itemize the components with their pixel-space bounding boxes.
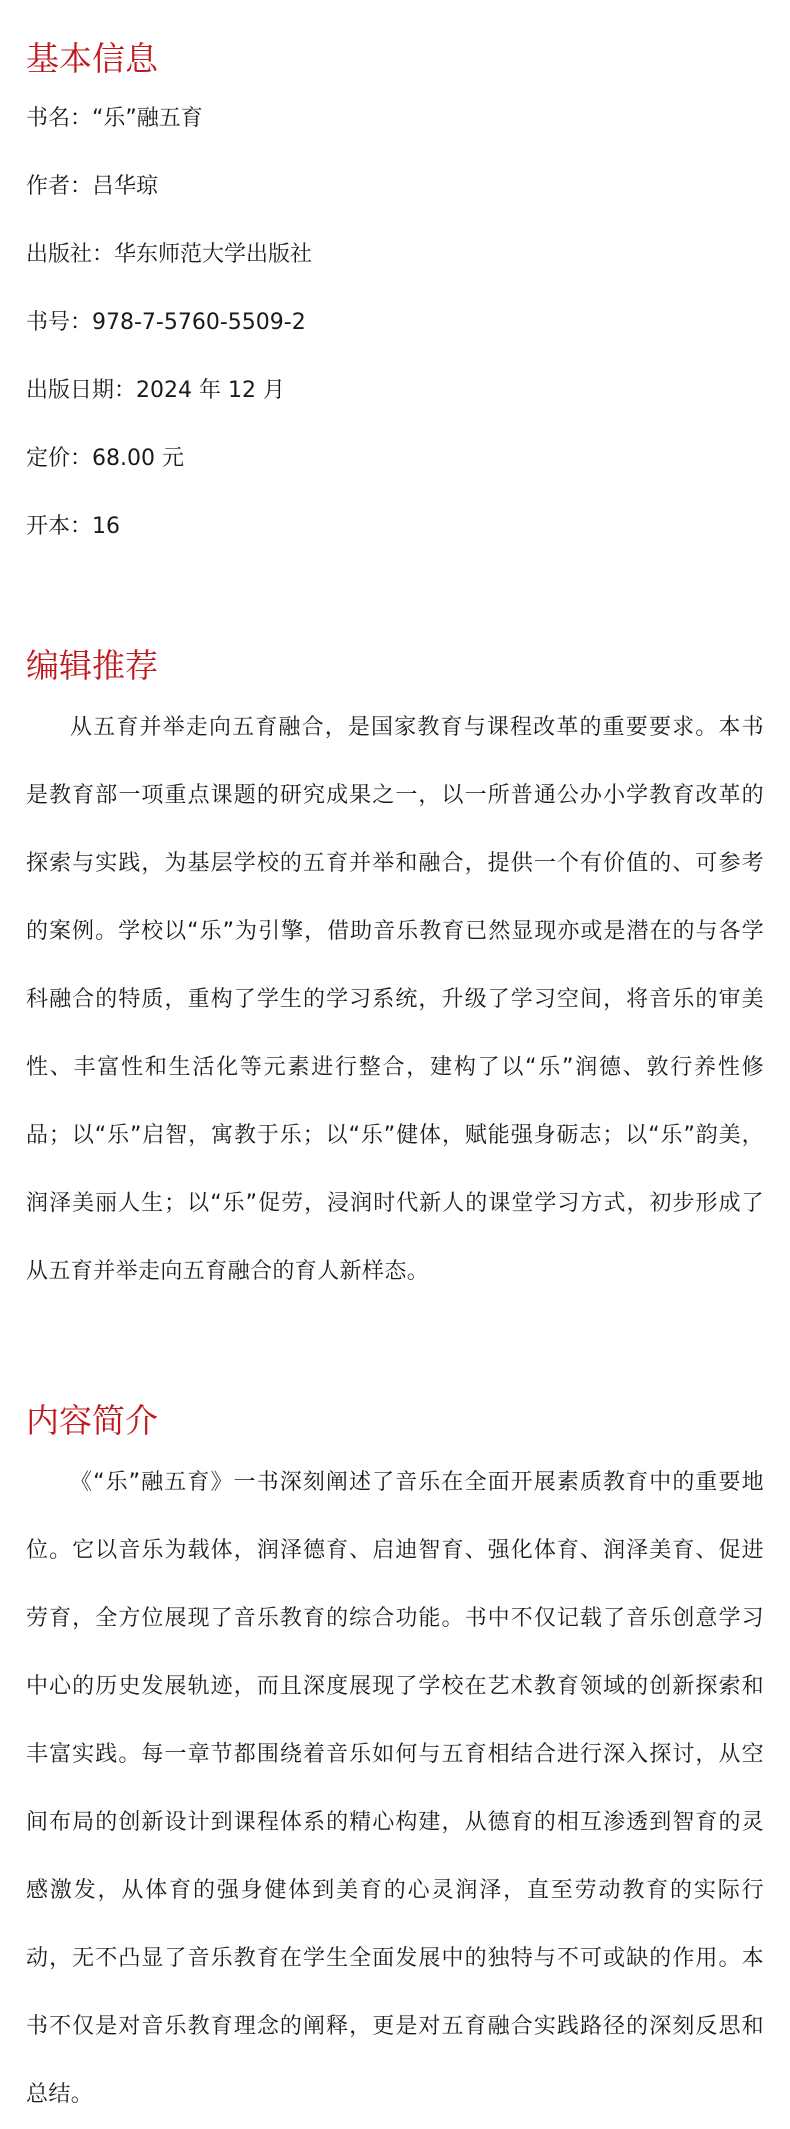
- editor-recommendation-section: [26, 646, 764, 1306]
- info-format: 开本：16: [26, 514, 120, 539]
- basic-info-title: 基本信息: [26, 39, 158, 78]
- content-summary-title: 内容简介: [26, 1401, 158, 1440]
- info-publish-date: 出版日期：2024 年 12 月: [26, 378, 285, 403]
- info-book-title: 书名：“乐”融五育: [26, 106, 203, 131]
- basic-info-section: [26, 0, 764, 541]
- info-publisher: 出版社：华东师范大学出版社: [26, 242, 313, 267]
- editor-recommendation-title: 编辑推荐: [26, 646, 158, 685]
- content-summary-text: 《“乐”融五育》一书深刻阐述了音乐在全面开展素质教育中的重要地位。它以音乐为载体，润泽德育、启迪智育、强化体育、润泽美育、促进劳育，全方位展现了音乐教育的综合功能。书中不仅记载了音乐创意学习中心的历史发展轨迹，而且深度展现了学校在艺术教育领域的创新探索和丰富实践。每一章节都围绕着音乐如何与五育相结合进行深入探讨，从空间布局的创新设计到课程体系的精心构建，从德育的相互渗透到智育的灵感激发，从体育的强身健体到美育的心灵润泽，直至劳动教育的实际行动，无不凸显了音乐教育在学生全面发展中的独特与不可或缺的作用。本书不仅是对音乐教育理念的阐释，更是对五育融合实践路径的深刻反思和总结。: [26, 1470, 764, 2107]
- info-isbn: 书号：978-7-5760-5509-2: [26, 310, 306, 335]
- editor-recommendation-text: 从五育并举走向五育融合，是国家教育与课程改革的重要要求。本书是教育部一项重点课题的研究成果之一，以一所普通公办小学教育改革的探索与实践，为基层学校的五育并举和融合，提供一个有价值的、可参考的案例。学校以“乐”为引擎，借助音乐教育已然显现亦或是潜在的与各学科融合的特质，重构了学生的学习系统，升级了学习空间，将音乐的审美性、丰富性和生活化等元素进行整合，建构了以“乐”润德、敦行养性修品；以“乐”启智，寓教于乐；以“乐”健体，赋能强身砺志；以“乐”韵美，润泽美丽人生；以“乐”促劳，浸润时代新人的课堂学习方式，初步形成了从五育并举走向五育融合的育人新样态。: [26, 715, 764, 1284]
- content-summary-section: [26, 1401, 764, 2129]
- basic-info-list: [26, 105, 764, 541]
- info-price: 定价：68.00 元: [26, 446, 184, 471]
- info-author: 作者：吕华琼: [26, 174, 159, 199]
